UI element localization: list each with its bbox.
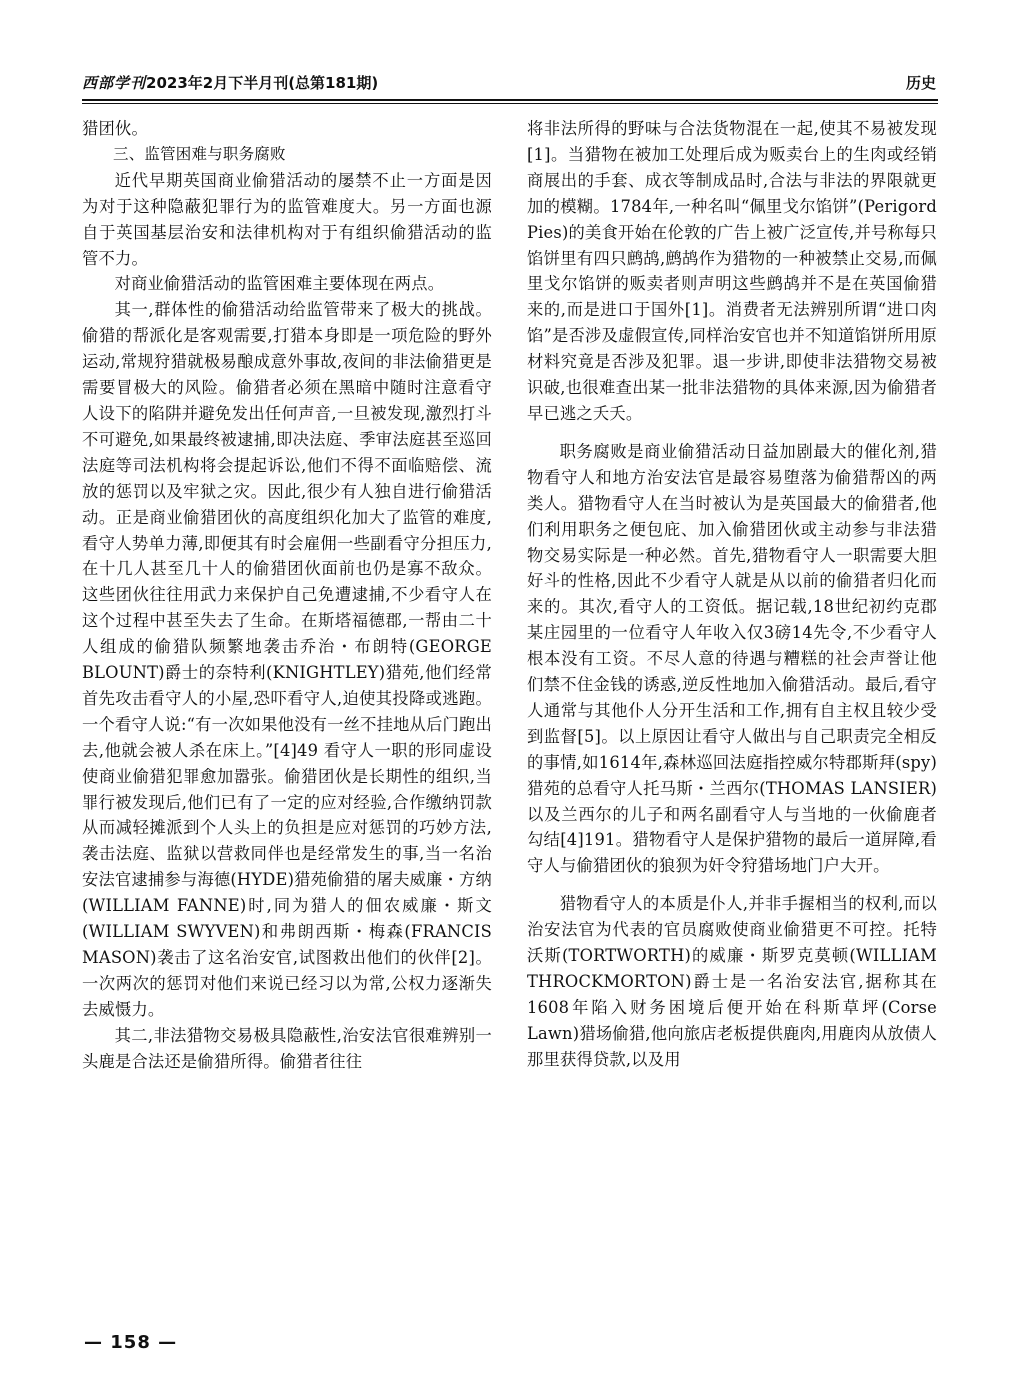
left-column xyxy=(82,116,492,1075)
paragraph: 职务腐败是商业偷猎活动日益加剧最大的催化剂,猎物看守人和地方治安法官是最容易堕落为偷猎帮凶的两类人。猎物看守人在当时被认为是英国最大的偷猎者,他们利用职务之便包庇、加入偷猎团伙或主动参与非法猎物交易实际是一种必然。首先,猎物看守人一职需要大胆好斗的性格,因此不少看守人就是从以前的偷猎者归化而来的。其次,看守人的工资低。据记载,18世纪初约克郡某庄园里的一位看守人年收入仅3磅14先令,不少看守人根本没有工资。不尽人意的待遇与糟糕的社会声誉让他们禁不住金钱的诱惑,逆反性地加入偷猎活动。最后,看守人通常与其他仆人分开生活和工作,拥有自主权且较少受到监督[5]。以上原因让看守人做出与自己职责完全相反的事情,如1614年,森林巡回法庭指控威尔特郡斯拜(spy)猎苑的总看守人托马斯・兰西尔(THOMAS LANSIER)以及兰西尔的儿子和两名副看守人与当地的一伙偷鹿者勾结[4]191。猎物看守人是保护猎物的最后一道屏障,看守人与偷猎团伙的狼狈为奸令狩猎场地门户大开。 xyxy=(527,441,937,876)
running-header xyxy=(82,70,938,100)
paragraph: 对商业偷猎活动的监管困难主要体现在两点。 xyxy=(114,274,445,294)
section-heading: 三、监管困难与职务腐败 xyxy=(113,144,286,163)
page-number: — 158 — xyxy=(84,1332,178,1353)
paragraph: 猎物看守人的本质是仆人,并非手握相当的权利,而以治安法官为代表的官员腐败使商业偷猎更不可控。托特沃斯(TORTWORTH)的威廉・斯罗克莫顿(WILLIAM THROCKMORTON)爵士是一名治安法官,据称其在1608年陷入财务困境后便开始在科斯草坪(Corse Lawn)猎场偷猎,他向旅店老板提供鹿肉,用鹿肉从放债人那里获得贷款,以及用 xyxy=(527,894,937,1069)
paragraph: 猎团伙。 xyxy=(82,119,148,138)
paragraph: 近代早期英国商业偷猎活动的屡禁不止一方面是因为对于这种隐蔽犯罪行为的监管难度大。另一方面也源自于英国基层治安和法律机构对于有组织偷猎活动的监管不力。 xyxy=(82,170,492,268)
paragraph: 将非法所得的野味与合法货物混在一起,使其不易被发现[1]。当猎物在被加工处理后成为贩卖台上的生肉或经销商展出的手套、成衣等制成品时,合法与非法的界限就更加的模糊。1784年,一种名叫“佩里戈尔馅饼”(Perigord Pies)的美食开始在伦敦的广告上被广泛宣传,并号称每只馅饼里有四只鹧鸪,鹧鸪作为猎物的一种被禁止交易,而佩里戈尔馅饼的贩卖者则声明这些鹧鸪并不是在英国偷猎来的,而是进口于国外[1]。消费者无法辨别所谓“进口肉馅”是否涉及虚假宣传,同样治安官也并不知道馅饼所用原材料究竟是否涉及犯罪。退一步讲,即使非法猎物交易被识破,也很难查出某一批非法猎物的具体来源,因为偷猎者早已逃之夭夭。 xyxy=(527,119,937,423)
header-rule xyxy=(82,99,938,104)
journal-name: 西部学刊 xyxy=(82,74,147,92)
right-column xyxy=(527,116,937,1073)
paragraph: 其一,群体性的偷猎活动给监管带来了极大的挑战。偷猎的帮派化是客观需要,打猎本身即是一项危险的野外运动,常规狩猎就极易酿成意外事故,夜间的非法偷猎更是需要冒极大的风险。偷猎者必须在黑暗中随时注意看守人设下的陷阱并避免发出任何声音,一旦被发现,激烈打斗不可避免,如果最终被逮捕,即决法庭、季审法庭甚至巡回法庭等司法机构将会提起诉讼,他们不得不面临赔偿、流放的惩罚以及牢狱之灾。因此,很少有人独自进行偷猎活动。正是商业偷猎团伙的高度组织化加大了监管的难度,看守人势单力薄,即便其有时会雇佣一些副看守分担压力,在十几人甚至几十人的偷猎团伙面前也仍是寡不敌众。这些团伙往往用武力来保护自己免遭逮捕,不少看守人在这个过程中甚至失去了生命。在斯塔福德郡,一帮由二十人组成的偷猎队频繁地袭击乔治・布朗特(GEORGE BLOUNT)爵士的奈特利(KNIGHTLEY)猎苑,他们经常首先攻击看守人的小屋,恐吓看守人,迫使其投降或逃跑。一个看守人说:“有一次如果他没有一丝不挂地从后门跑出去,他就会被人杀在床上。”[4]49 看守人一职的形同虚设使商业偷猎犯罪愈加嚣张。偷猎团伙是长期性的组织,当罪行被发现后,他们已有了一定的应对经验,合作缴纳罚款从而减轻摊派到个人头上的负担是应对惩罚的巧妙方法,袭击法庭、监狱以营救同伴也是经常发生的事,当一名治安法官逮捕参与海德(HYDE)猎苑偷猎的屠夫威廉・方纳(WILLIAM FANNE)时,同为猎人的佃农威廉・斯文(WILLIAM SWYVEN)和弗朗西斯・梅森(FRANCIS MASON)袭击了这名治安官,试图救出他们的伙伴[2]。一次两次的惩罚对他们来说已经习以为常,公权力逐渐失去威慑力。 xyxy=(82,300,492,1019)
issue-info: 2023年2月下半月刊(总第181期) xyxy=(146,74,379,92)
journal-issue-line xyxy=(82,72,378,93)
section-label: 历史 xyxy=(905,74,936,92)
paragraph: 其二,非法猎物交易极具隐蔽性,治安法官很难辨别一头鹿是合法还是偷猎所得。偷猎者往往 xyxy=(82,1025,492,1071)
